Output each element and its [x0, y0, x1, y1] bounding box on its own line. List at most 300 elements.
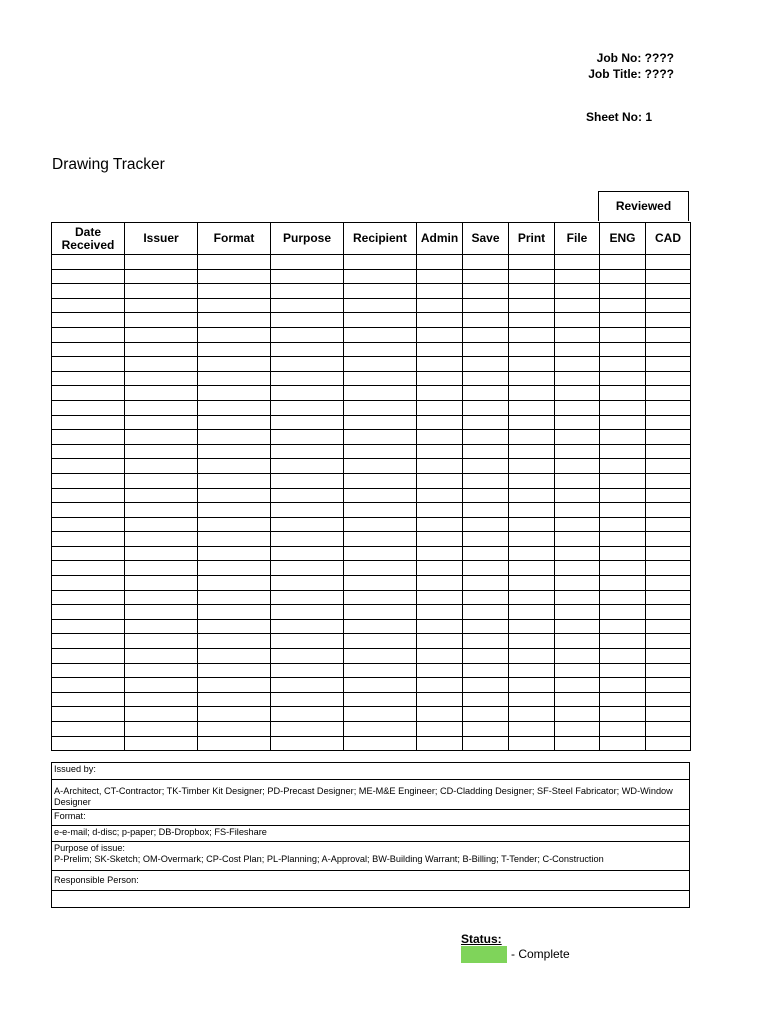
table-cell[interactable]	[52, 473, 125, 488]
table-cell[interactable]	[600, 473, 646, 488]
table-cell[interactable]	[509, 605, 555, 620]
table-cell[interactable]	[271, 415, 344, 430]
responsible-person-field[interactable]	[52, 891, 690, 908]
table-cell[interactable]	[600, 722, 646, 737]
table-cell[interactable]	[271, 663, 344, 678]
table-cell[interactable]	[463, 619, 509, 634]
table-cell[interactable]	[555, 284, 600, 299]
table-cell[interactable]	[52, 561, 125, 576]
table-cell[interactable]	[600, 605, 646, 620]
table-cell[interactable]	[271, 386, 344, 401]
table-cell[interactable]	[125, 459, 198, 474]
table-cell[interactable]	[125, 357, 198, 372]
table-cell[interactable]	[344, 678, 417, 693]
table-cell[interactable]	[344, 459, 417, 474]
table-cell[interactable]	[600, 284, 646, 299]
table-cell[interactable]	[52, 371, 125, 386]
table-cell[interactable]	[509, 488, 555, 503]
table-cell[interactable]	[271, 736, 344, 751]
table-cell[interactable]	[555, 605, 600, 620]
table-cell[interactable]	[417, 473, 463, 488]
table-cell[interactable]	[344, 663, 417, 678]
table-cell[interactable]	[646, 634, 691, 649]
table-cell[interactable]	[600, 430, 646, 445]
table-cell[interactable]	[125, 298, 198, 313]
table-cell[interactable]	[198, 707, 271, 722]
table-cell[interactable]	[198, 269, 271, 284]
table-cell[interactable]	[271, 269, 344, 284]
table-cell[interactable]	[125, 342, 198, 357]
table-cell[interactable]	[463, 546, 509, 561]
table-cell[interactable]	[417, 590, 463, 605]
table-cell[interactable]	[463, 284, 509, 299]
table-cell[interactable]	[600, 342, 646, 357]
table-cell[interactable]	[509, 707, 555, 722]
table-cell[interactable]	[463, 707, 509, 722]
table-cell[interactable]	[646, 590, 691, 605]
table-cell[interactable]	[600, 590, 646, 605]
table-cell[interactable]	[125, 503, 198, 518]
table-cell[interactable]	[509, 284, 555, 299]
table-cell[interactable]	[463, 473, 509, 488]
table-cell[interactable]	[555, 722, 600, 737]
table-cell[interactable]	[198, 255, 271, 270]
table-cell[interactable]	[344, 444, 417, 459]
table-cell[interactable]	[198, 415, 271, 430]
table-cell[interactable]	[125, 649, 198, 664]
table-cell[interactable]	[344, 400, 417, 415]
table-cell[interactable]	[555, 386, 600, 401]
table-cell[interactable]	[463, 663, 509, 678]
table-cell[interactable]	[52, 357, 125, 372]
table-cell[interactable]	[271, 634, 344, 649]
table-cell[interactable]	[600, 576, 646, 591]
table-cell[interactable]	[417, 736, 463, 751]
table-cell[interactable]	[52, 605, 125, 620]
table-cell[interactable]	[125, 371, 198, 386]
table-cell[interactable]	[344, 590, 417, 605]
table-cell[interactable]	[600, 692, 646, 707]
table-cell[interactable]	[344, 736, 417, 751]
table-cell[interactable]	[125, 255, 198, 270]
table-cell[interactable]	[417, 342, 463, 357]
table-cell[interactable]	[271, 590, 344, 605]
table-cell[interactable]	[417, 503, 463, 518]
table-cell[interactable]	[271, 546, 344, 561]
table-cell[interactable]	[344, 546, 417, 561]
table-cell[interactable]	[555, 619, 600, 634]
table-cell[interactable]	[600, 415, 646, 430]
table-cell[interactable]	[52, 619, 125, 634]
table-cell[interactable]	[555, 400, 600, 415]
table-cell[interactable]	[344, 532, 417, 547]
table-cell[interactable]	[271, 692, 344, 707]
table-cell[interactable]	[125, 444, 198, 459]
table-cell[interactable]	[555, 546, 600, 561]
table-cell[interactable]	[509, 649, 555, 664]
table-cell[interactable]	[271, 284, 344, 299]
table-cell[interactable]	[600, 532, 646, 547]
table-cell[interactable]	[125, 386, 198, 401]
table-cell[interactable]	[344, 430, 417, 445]
table-cell[interactable]	[417, 561, 463, 576]
table-cell[interactable]	[509, 357, 555, 372]
table-cell[interactable]	[344, 342, 417, 357]
table-cell[interactable]	[125, 430, 198, 445]
table-cell[interactable]	[344, 649, 417, 664]
table-cell[interactable]	[646, 430, 691, 445]
table-cell[interactable]	[52, 342, 125, 357]
table-cell[interactable]	[463, 255, 509, 270]
table-cell[interactable]	[646, 649, 691, 664]
table-cell[interactable]	[52, 576, 125, 591]
table-cell[interactable]	[646, 561, 691, 576]
table-cell[interactable]	[52, 459, 125, 474]
table-cell[interactable]	[600, 444, 646, 459]
table-cell[interactable]	[344, 722, 417, 737]
table-cell[interactable]	[555, 649, 600, 664]
table-cell[interactable]	[463, 576, 509, 591]
table-cell[interactable]	[417, 678, 463, 693]
table-cell[interactable]	[417, 546, 463, 561]
table-cell[interactable]	[125, 678, 198, 693]
table-cell[interactable]	[509, 692, 555, 707]
table-cell[interactable]	[509, 722, 555, 737]
table-cell[interactable]	[271, 707, 344, 722]
table-cell[interactable]	[125, 576, 198, 591]
table-cell[interactable]	[271, 576, 344, 591]
table-cell[interactable]	[646, 678, 691, 693]
table-cell[interactable]	[600, 298, 646, 313]
table-cell[interactable]	[417, 284, 463, 299]
table-cell[interactable]	[344, 327, 417, 342]
table-cell[interactable]	[646, 386, 691, 401]
table-cell[interactable]	[344, 386, 417, 401]
table-cell[interactable]	[344, 561, 417, 576]
table-cell[interactable]	[646, 459, 691, 474]
table-cell[interactable]	[125, 590, 198, 605]
table-cell[interactable]	[417, 619, 463, 634]
table-cell[interactable]	[52, 327, 125, 342]
table-cell[interactable]	[417, 269, 463, 284]
table-cell[interactable]	[417, 255, 463, 270]
table-cell[interactable]	[125, 546, 198, 561]
table-cell[interactable]	[509, 546, 555, 561]
table-cell[interactable]	[509, 298, 555, 313]
table-cell[interactable]	[555, 692, 600, 707]
table-cell[interactable]	[271, 517, 344, 532]
table-cell[interactable]	[125, 488, 198, 503]
table-cell[interactable]	[463, 459, 509, 474]
table-cell[interactable]	[198, 692, 271, 707]
table-cell[interactable]	[344, 692, 417, 707]
table-cell[interactable]	[198, 473, 271, 488]
table-cell[interactable]	[417, 371, 463, 386]
table-cell[interactable]	[52, 707, 125, 722]
table-cell[interactable]	[417, 327, 463, 342]
table-cell[interactable]	[271, 430, 344, 445]
table-cell[interactable]	[198, 576, 271, 591]
table-cell[interactable]	[509, 386, 555, 401]
table-cell[interactable]	[646, 415, 691, 430]
table-cell[interactable]	[646, 269, 691, 284]
table-cell[interactable]	[52, 400, 125, 415]
table-cell[interactable]	[271, 678, 344, 693]
table-cell[interactable]	[555, 371, 600, 386]
table-cell[interactable]	[509, 576, 555, 591]
table-cell[interactable]	[198, 590, 271, 605]
table-cell[interactable]	[198, 444, 271, 459]
table-cell[interactable]	[555, 532, 600, 547]
table-cell[interactable]	[600, 313, 646, 328]
table-cell[interactable]	[417, 415, 463, 430]
table-cell[interactable]	[344, 517, 417, 532]
table-cell[interactable]	[417, 430, 463, 445]
table-cell[interactable]	[52, 517, 125, 532]
table-cell[interactable]	[344, 371, 417, 386]
table-cell[interactable]	[198, 327, 271, 342]
table-cell[interactable]	[555, 298, 600, 313]
table-cell[interactable]	[52, 415, 125, 430]
table-cell[interactable]	[509, 269, 555, 284]
table-cell[interactable]	[600, 561, 646, 576]
table-cell[interactable]	[344, 269, 417, 284]
table-cell[interactable]	[198, 459, 271, 474]
table-cell[interactable]	[463, 692, 509, 707]
table-cell[interactable]	[646, 663, 691, 678]
table-cell[interactable]	[555, 357, 600, 372]
table-cell[interactable]	[646, 736, 691, 751]
table-cell[interactable]	[463, 313, 509, 328]
table-cell[interactable]	[198, 284, 271, 299]
table-cell[interactable]	[198, 342, 271, 357]
table-cell[interactable]	[555, 561, 600, 576]
table-cell[interactable]	[271, 722, 344, 737]
table-cell[interactable]	[509, 517, 555, 532]
table-cell[interactable]	[344, 488, 417, 503]
table-cell[interactable]	[198, 663, 271, 678]
table-cell[interactable]	[555, 327, 600, 342]
table-cell[interactable]	[52, 722, 125, 737]
table-cell[interactable]	[509, 634, 555, 649]
table-cell[interactable]	[198, 298, 271, 313]
table-cell[interactable]	[463, 357, 509, 372]
table-cell[interactable]	[646, 619, 691, 634]
table-cell[interactable]	[52, 444, 125, 459]
table-cell[interactable]	[509, 371, 555, 386]
table-cell[interactable]	[344, 298, 417, 313]
table-cell[interactable]	[463, 327, 509, 342]
table-cell[interactable]	[198, 430, 271, 445]
table-cell[interactable]	[463, 444, 509, 459]
table-cell[interactable]	[271, 488, 344, 503]
table-cell[interactable]	[555, 634, 600, 649]
table-cell[interactable]	[198, 532, 271, 547]
table-cell[interactable]	[344, 634, 417, 649]
table-cell[interactable]	[509, 503, 555, 518]
table-cell[interactable]	[463, 488, 509, 503]
table-cell[interactable]	[417, 357, 463, 372]
table-cell[interactable]	[125, 619, 198, 634]
table-cell[interactable]	[198, 313, 271, 328]
table-cell[interactable]	[555, 678, 600, 693]
table-cell[interactable]	[125, 327, 198, 342]
table-cell[interactable]	[52, 430, 125, 445]
table-cell[interactable]	[555, 663, 600, 678]
table-cell[interactable]	[646, 473, 691, 488]
table-cell[interactable]	[52, 488, 125, 503]
table-cell[interactable]	[509, 255, 555, 270]
table-cell[interactable]	[52, 269, 125, 284]
table-cell[interactable]	[555, 707, 600, 722]
table-cell[interactable]	[646, 707, 691, 722]
table-cell[interactable]	[555, 503, 600, 518]
table-cell[interactable]	[344, 313, 417, 328]
table-cell[interactable]	[52, 255, 125, 270]
table-cell[interactable]	[125, 400, 198, 415]
table-cell[interactable]	[463, 634, 509, 649]
table-cell[interactable]	[509, 561, 555, 576]
table-cell[interactable]	[600, 678, 646, 693]
table-cell[interactable]	[271, 444, 344, 459]
table-cell[interactable]	[198, 371, 271, 386]
table-cell[interactable]	[198, 503, 271, 518]
table-cell[interactable]	[463, 649, 509, 664]
table-cell[interactable]	[417, 576, 463, 591]
table-cell[interactable]	[198, 605, 271, 620]
table-cell[interactable]	[509, 590, 555, 605]
table-cell[interactable]	[417, 605, 463, 620]
table-cell[interactable]	[271, 371, 344, 386]
table-cell[interactable]	[417, 313, 463, 328]
table-cell[interactable]	[555, 430, 600, 445]
table-cell[interactable]	[198, 722, 271, 737]
table-cell[interactable]	[555, 576, 600, 591]
table-cell[interactable]	[555, 269, 600, 284]
table-cell[interactable]	[125, 692, 198, 707]
table-cell[interactable]	[198, 561, 271, 576]
table-cell[interactable]	[600, 736, 646, 751]
table-cell[interactable]	[198, 649, 271, 664]
table-cell[interactable]	[463, 269, 509, 284]
table-cell[interactable]	[417, 400, 463, 415]
table-cell[interactable]	[509, 400, 555, 415]
table-cell[interactable]	[509, 342, 555, 357]
table-cell[interactable]	[125, 473, 198, 488]
table-cell[interactable]	[271, 605, 344, 620]
table-cell[interactable]	[463, 605, 509, 620]
table-cell[interactable]	[52, 678, 125, 693]
table-cell[interactable]	[600, 386, 646, 401]
table-cell[interactable]	[600, 327, 646, 342]
table-cell[interactable]	[600, 663, 646, 678]
table-cell[interactable]	[509, 473, 555, 488]
table-cell[interactable]	[509, 678, 555, 693]
table-cell[interactable]	[271, 342, 344, 357]
table-cell[interactable]	[125, 517, 198, 532]
table-cell[interactable]	[125, 707, 198, 722]
table-cell[interactable]	[271, 313, 344, 328]
table-cell[interactable]	[52, 284, 125, 299]
table-cell[interactable]	[417, 444, 463, 459]
table-cell[interactable]	[646, 532, 691, 547]
table-cell[interactable]	[555, 517, 600, 532]
table-cell[interactable]	[417, 663, 463, 678]
table-cell[interactable]	[509, 663, 555, 678]
table-cell[interactable]	[52, 386, 125, 401]
table-cell[interactable]	[125, 284, 198, 299]
table-cell[interactable]	[52, 313, 125, 328]
table-cell[interactable]	[555, 736, 600, 751]
table-cell[interactable]	[509, 619, 555, 634]
table-cell[interactable]	[198, 400, 271, 415]
table-cell[interactable]	[52, 692, 125, 707]
table-cell[interactable]	[600, 459, 646, 474]
table-cell[interactable]	[417, 649, 463, 664]
table-cell[interactable]	[646, 313, 691, 328]
table-cell[interactable]	[509, 415, 555, 430]
table-cell[interactable]	[125, 532, 198, 547]
table-cell[interactable]	[463, 561, 509, 576]
table-cell[interactable]	[600, 400, 646, 415]
table-cell[interactable]	[52, 634, 125, 649]
table-cell[interactable]	[463, 503, 509, 518]
table-cell[interactable]	[271, 459, 344, 474]
table-cell[interactable]	[125, 722, 198, 737]
table-cell[interactable]	[417, 722, 463, 737]
table-cell[interactable]	[646, 298, 691, 313]
table-cell[interactable]	[555, 342, 600, 357]
table-cell[interactable]	[600, 371, 646, 386]
table-cell[interactable]	[555, 488, 600, 503]
table-cell[interactable]	[463, 342, 509, 357]
table-cell[interactable]	[600, 634, 646, 649]
table-cell[interactable]	[463, 400, 509, 415]
table-cell[interactable]	[198, 386, 271, 401]
table-cell[interactable]	[600, 488, 646, 503]
table-cell[interactable]	[463, 517, 509, 532]
table-cell[interactable]	[198, 357, 271, 372]
table-cell[interactable]	[125, 663, 198, 678]
table-cell[interactable]	[125, 269, 198, 284]
table-cell[interactable]	[509, 313, 555, 328]
table-cell[interactable]	[271, 503, 344, 518]
table-cell[interactable]	[417, 707, 463, 722]
table-cell[interactable]	[646, 517, 691, 532]
table-cell[interactable]	[52, 503, 125, 518]
table-cell[interactable]	[646, 327, 691, 342]
table-cell[interactable]	[509, 459, 555, 474]
table-cell[interactable]	[600, 503, 646, 518]
table-cell[interactable]	[417, 298, 463, 313]
table-cell[interactable]	[646, 546, 691, 561]
table-cell[interactable]	[600, 619, 646, 634]
table-cell[interactable]	[52, 649, 125, 664]
table-cell[interactable]	[555, 444, 600, 459]
table-cell[interactable]	[125, 313, 198, 328]
table-cell[interactable]	[198, 546, 271, 561]
table-cell[interactable]	[646, 605, 691, 620]
table-cell[interactable]	[646, 722, 691, 737]
table-cell[interactable]	[646, 692, 691, 707]
table-cell[interactable]	[463, 415, 509, 430]
table-cell[interactable]	[198, 619, 271, 634]
table-cell[interactable]	[125, 415, 198, 430]
table-cell[interactable]	[509, 430, 555, 445]
table-cell[interactable]	[417, 634, 463, 649]
table-cell[interactable]	[600, 649, 646, 664]
table-cell[interactable]	[646, 488, 691, 503]
